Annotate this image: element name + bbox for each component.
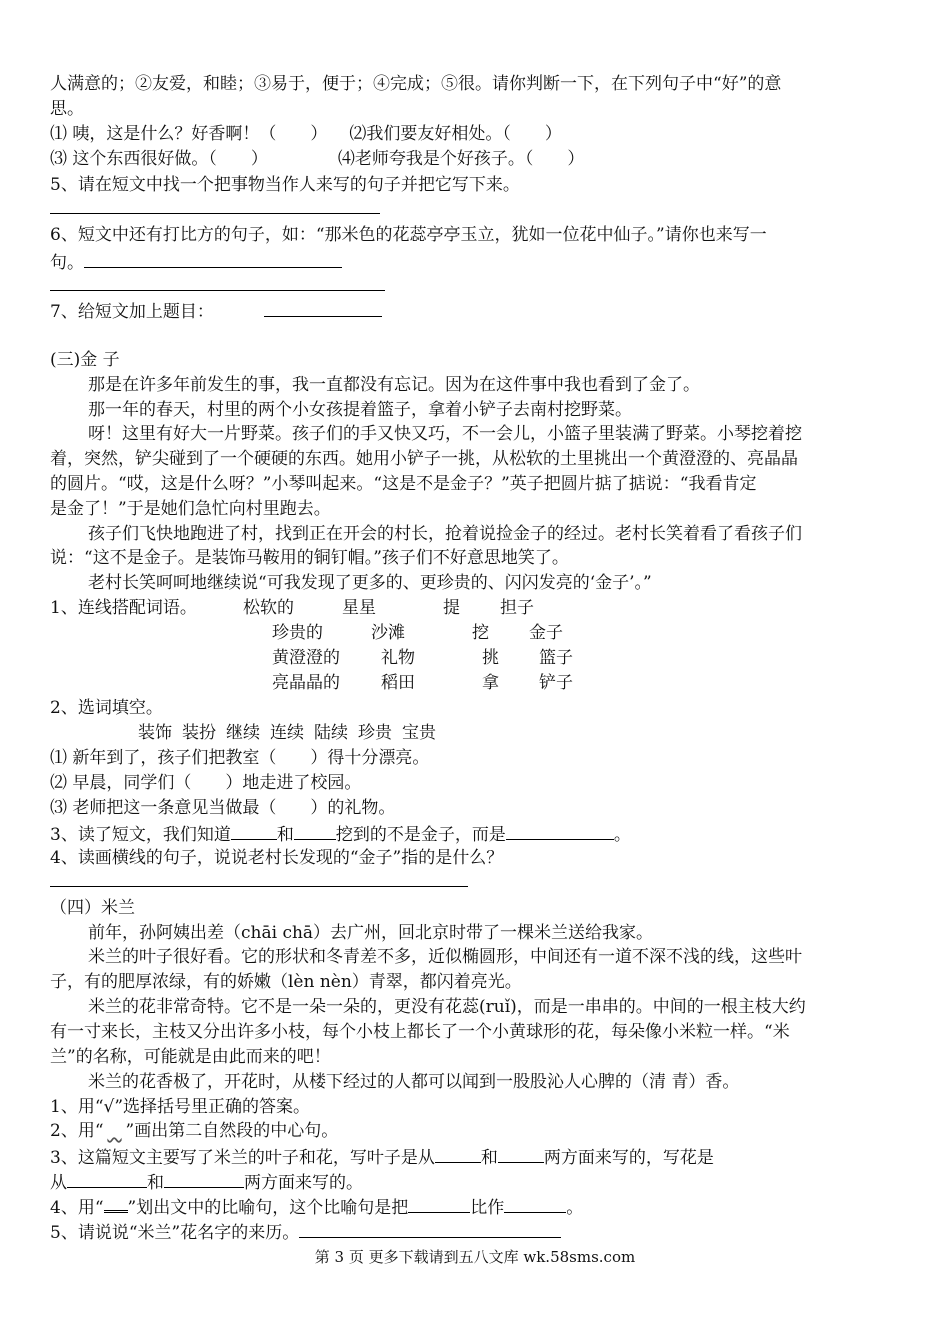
paragraph-line: 着，突然，铲尖碰到了一个硬硬的东西。她用小铲子一挑，从松软的土里挑出一个黄澄澄的、亮晶晶 (50, 449, 798, 469)
paragraph-line: 的圆片。“哎，这是什么呀？”小琴叫起来。“这是不是金子？”英子把圆片掂了掂说：“我看肯定 (50, 474, 757, 494)
word-option: 宝贵 (402, 723, 436, 743)
paragraph-line: 有一寸来长，主枝又分出许多小枝，每个小枝上都长了一个小黄球形的花，每朵像小米粒一样。“米 (50, 1022, 790, 1042)
answer-line[interactable] (50, 213, 380, 214)
question-3 (50, 823, 631, 845)
word-option: 继续 (226, 723, 260, 743)
paragraph-line: 孩子们飞快地跑进了村，找到正在开会的村长，抢着说捡金子的经过。老村长笑着看了看孩子们 (88, 524, 802, 544)
question-line (50, 124, 562, 144)
double-line-icon (104, 1198, 128, 1213)
question-2-text: 2、用“ (50, 1121, 104, 1141)
match-word[interactable]: 松软的 (243, 598, 294, 618)
section-title: (三)金 子 (50, 350, 120, 370)
paragraph-line: 是金了！”于是她们急忙向村里跑去。 (50, 499, 331, 519)
question-4: 4、读画横线的句子，说说老村长发现的“金子”指的是什么？ (50, 848, 504, 868)
answer-blank[interactable] (498, 1146, 544, 1163)
paragraph-line: 那一年的春天，村里的两个小女孩提着篮子，拿着小铲子去南村挖野菜。 (88, 400, 632, 420)
question-3-text: 从 (50, 1173, 67, 1193)
question-4-text: 4、用“ (50, 1198, 104, 1218)
question-5: 5、请在短文中找一个把事物当作人来写的句子并把它写下来。 (50, 175, 520, 195)
match-word[interactable]: 挑 (482, 648, 499, 668)
section-title: （四）米兰 (50, 898, 135, 918)
sub-question: ⑴ 新年到了，孩子们把教室（ ）得十分漂亮。 (50, 748, 430, 768)
match-word[interactable]: 黄澄澄的 (272, 648, 340, 668)
sub-question: ⑵我们要友好相处。（ ） (349, 124, 562, 144)
sub-question: ⑴ 咦，这是什么？好香啊！（ ） (50, 124, 328, 144)
question-3-text: 。 (613, 825, 631, 845)
sub-question: ⑷老师夸我是个好孩子。（ ） (337, 149, 585, 169)
answer-blank[interactable] (435, 1146, 481, 1163)
question-3-text: 和 (276, 825, 294, 845)
answer-blank[interactable] (67, 1171, 147, 1188)
question-1: 1、用“√”选择括号里正确的答案。 (50, 1097, 311, 1117)
answer-blank[interactable] (294, 823, 336, 840)
question-3-text: 3、这篇短文主要写了米兰的叶子和花，写叶子是从 (50, 1148, 435, 1168)
paragraph-line: 米兰的花非常奇特。它不是一朵一朵的，更没有花蕊(ruǐ)，而是一串串的。中间的一根主枝大约 (88, 997, 806, 1017)
match-word[interactable]: 挖 (472, 623, 489, 643)
question-4-text: 。 (566, 1198, 584, 1218)
answer-blank[interactable] (504, 1196, 566, 1213)
text-line: 人满意的；②友爱，和睦；③易于，便于；④完成；⑤很。请你判断一下，在下列句子中“好”的意 (50, 74, 782, 94)
word-option: 陆续 (314, 723, 348, 743)
title-blank[interactable] (264, 300, 382, 317)
sub-question: ⑶ 老师把这一条意见当做最（ ）的礼物。 (50, 798, 396, 818)
paragraph-line: 前年，孙阿姨出差（chāi chā）去广州，回北京时带了一棵米兰送给我家。 (88, 923, 654, 943)
answer-line[interactable] (50, 290, 385, 291)
match-word[interactable]: 金子 (529, 623, 563, 643)
paragraph-line: 老村长笑呵呵地继续说“可我发现了更多的、更珍贵的、闪闪发亮的‘金子’。” (88, 573, 652, 593)
question-3-text: 挖到的不是金子，而是 (335, 825, 506, 845)
question-7-text: 7、给短文加上题目： (50, 302, 214, 322)
paragraph-line: 说：“这不是金子。是装饰马鞍用的铜钉帽。”孩子们不好意思地笑了。 (50, 548, 569, 568)
answer-blank[interactable] (84, 251, 342, 268)
page-footer: 第 3 页 更多下载请到五八文库 wk.58sms.com (314, 1248, 636, 1266)
word-option: 珍贵 (358, 723, 392, 743)
question-4-text: ”划出文中的比喻句，这个比喻句是把 (127, 1198, 409, 1218)
match-word[interactable]: 提 (443, 598, 460, 618)
match-word[interactable]: 稻田 (381, 673, 415, 693)
match-word[interactable]: 沙滩 (371, 623, 405, 643)
wavy-line-icon: ~ (107, 1121, 122, 1141)
question-3-text: 两方面来写的，写花是 (543, 1148, 714, 1168)
paragraph-line: 米兰的花香极了，开花时，从楼下经过的人都可以闻到一股股沁人心脾的（清 青）香。 (88, 1072, 740, 1092)
question-6-text: 句。 (50, 253, 84, 273)
question-3-cont (50, 1171, 363, 1193)
question-7 (50, 300, 382, 322)
answer-line[interactable] (50, 886, 468, 887)
match-word[interactable]: 拿 (482, 673, 499, 693)
question-2 (50, 1121, 338, 1141)
question-3-text: 3、读了短文，我们知道 (50, 825, 231, 845)
paragraph-line: 呀！这里有好大一片野菜。孩子们的手又快又巧，不一会儿，小篮子里装满了野菜。小琴挖着挖 (88, 424, 802, 444)
question-5-text: 5、请说说“米兰”花名字的来历。 (50, 1223, 300, 1243)
match-word[interactable]: 星星 (342, 598, 376, 618)
answer-blank[interactable] (506, 823, 614, 840)
question-1: 1、连线搭配词语。 (50, 598, 197, 618)
question-5 (50, 1221, 561, 1243)
answer-blank[interactable] (299, 1221, 561, 1238)
question-6: 6、短文中还有打比方的句子，如：“那米色的花蕊亭亭玉立，犹如一位花中仙子。”请你也来写一 (50, 225, 767, 245)
question-line (50, 149, 584, 169)
word-option: 装饰 (138, 723, 172, 743)
question-3-text: 和 (480, 1148, 498, 1168)
match-word[interactable]: 珍贵的 (272, 623, 323, 643)
text-line: 思。 (50, 99, 84, 119)
answer-blank[interactable] (408, 1196, 470, 1213)
paragraph-line: 子，有的肥厚浓绿，有的娇嫩（lèn nèn）青翠，都闪着亮光。 (50, 972, 522, 992)
match-word[interactable]: 篮子 (539, 648, 573, 668)
paragraph-line: 那是在许多年前发生的事，我一直都没有忘记。因为在这件事中我也看到了金了。 (88, 375, 700, 395)
word-bank (138, 723, 446, 743)
sub-question: ⑵ 早晨，同学们（ ）地走进了校园。 (50, 773, 362, 793)
question-4-text: 比作 (470, 1198, 505, 1218)
match-word[interactable]: 亮晶晶的 (272, 673, 340, 693)
question-6-cont (50, 251, 342, 273)
question-3 (50, 1146, 714, 1168)
question-4 (50, 1196, 583, 1218)
match-word[interactable]: 礼物 (381, 648, 415, 668)
answer-blank[interactable] (164, 1171, 244, 1188)
match-word[interactable]: 铲子 (539, 673, 573, 693)
paragraph-line: 兰”的名称，可能就是由此而来的吧！ (50, 1047, 331, 1067)
sub-question: ⑶ 这个东西很好做。（ ） (50, 149, 268, 169)
word-option: 装扮 (182, 723, 216, 743)
match-word[interactable]: 担子 (500, 598, 534, 618)
answer-blank[interactable] (231, 823, 277, 840)
word-option: 连续 (270, 723, 304, 743)
question-2: 2、选词填空。 (50, 698, 163, 718)
question-2-text: ”画出第二自然段的中心句。 (125, 1121, 339, 1141)
question-3-text: 两方面来写的。 (244, 1173, 363, 1193)
paragraph-line: 米兰的叶子很好看。它的形状和冬青差不多，近似椭圆形，中间还有一道不深不浅的线，这些叶 (88, 947, 802, 967)
question-3-text: 和 (147, 1173, 164, 1193)
